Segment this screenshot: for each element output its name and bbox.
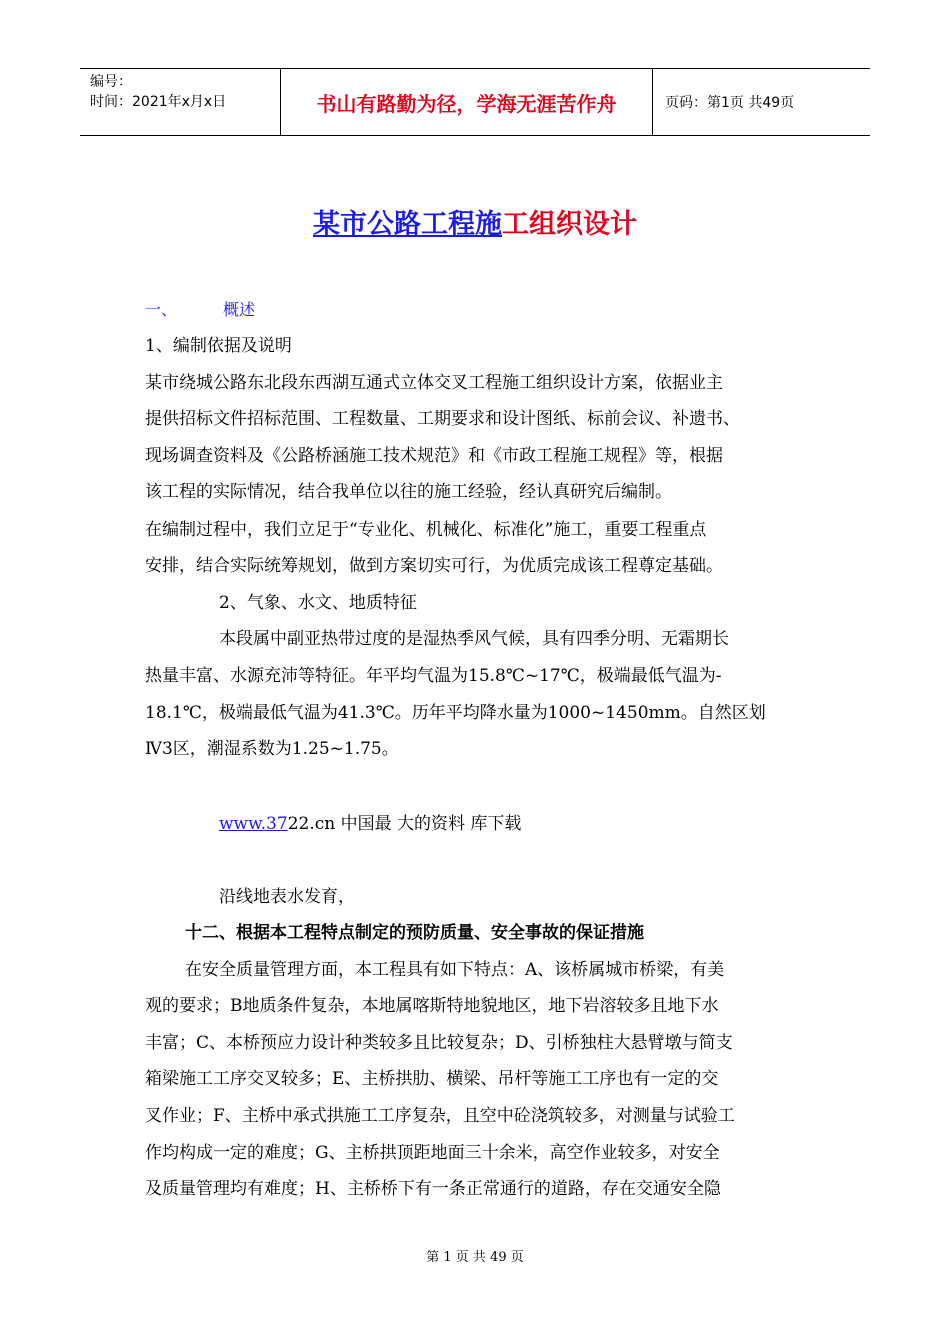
subsection-heading: 2、气象、水文、地质特征 [219, 593, 417, 613]
section-1-heading [145, 298, 255, 322]
section-1-number: 一、 [145, 300, 178, 319]
body-line: 丰富；C、本桥预应力设计种类较多且比较复杂；D、引桥独柱大悬臂墩与简支 [145, 1033, 733, 1053]
body-line: 现场调查资料及《公路桥涵施工技术规范》和《市政工程施工规程》等，根据 [145, 446, 723, 466]
header-meta-cell [80, 69, 281, 135]
body-line: Ⅳ3区，潮湿系数为1.25~1.75。 [145, 739, 399, 759]
body-line: 18.1℃，极端最低气温为41.3℃。历年平均降水量为1000~1450mm。自然区划 [145, 703, 766, 723]
body-line: 在编制过程中，我们立足于“专业化、机械化、标准化”施工，重要工程重点 [145, 520, 707, 540]
body-line: 箱梁施工工序交叉较多；E、主桥拱肋、横梁、吊杆等施工工序也有一定的交 [145, 1069, 719, 1089]
section-1-title: 概述 [223, 300, 256, 319]
body-line: 及质量管理均有难度；H、主桥桥下有一条正常通行的道路，存在交通安全隐 [145, 1179, 721, 1199]
body-line: 热量丰富、水源充沛等特征。年平均气温为15.8℃~17℃，极端最低气温为- [145, 666, 722, 686]
page-footer: 第 1 页 共 49 页 [426, 1250, 524, 1265]
page-header-table [80, 68, 870, 136]
document-title-link[interactable]: 某市公路工程施 [313, 209, 502, 240]
body-line: 安排，结合实际统筹规划，做到方案切实可行，为优质完成该工程尊定基础。 [145, 556, 723, 576]
header-time-label: 时间：2021年x月x日 [90, 94, 227, 110]
body-line: 提供招标文件招标范围、工程数量、工期要求和设计图纸、标前会议、补遗书、 [145, 409, 740, 429]
body-line: 作均构成一定的难度；G、主桥拱顶距地面三十余米，高空作业较多，对安全 [145, 1143, 720, 1163]
body-line: 在安全质量管理方面，本工程具有如下特点：A、该桥属城市桥梁，有美 [185, 960, 725, 980]
header-code-label: 编号： [90, 74, 132, 90]
document-title-rest: 工组织设计 [502, 209, 637, 240]
watermark-line [219, 812, 521, 836]
section-12-heading: 十二、根据本工程特点制定的预防质量、安全事故的保证措施 [185, 923, 644, 943]
header-motto: 书山有路勤为径，学海无涯苦作舟 [281, 69, 653, 135]
header-page-info: 页码：第1页 共49页 [665, 95, 795, 111]
body-line: 1、编制依据及说明 [145, 336, 292, 356]
watermark-link[interactable]: www.37 [219, 814, 288, 834]
document-title [0, 202, 950, 241]
body-line: 本段属中副亚热带过度的是湿热季风气候，具有四季分明、无霜期长 [219, 629, 729, 649]
watermark-text: 22.cn 中国最 大的资料 库下载 [287, 814, 522, 834]
body-line: 沿线地表水发育， [219, 887, 355, 907]
body-line: 某市绕城公路东北段东西湖互通式立体交叉工程施工组织设计方案，依据业主 [145, 373, 723, 393]
body-line: 观的要求；B地质条件复杂，本地属喀斯特地貌地区，地下岩溶较多且地下水 [145, 996, 719, 1016]
body-line: 该工程的实际情况，结合我单位以往的施工经验，经认真研究后编制。 [145, 482, 672, 502]
body-line: 叉作业；F、主桥中承式拱施工工序复杂，且空中砼浇筑较多，对测量与试验工 [145, 1106, 735, 1126]
